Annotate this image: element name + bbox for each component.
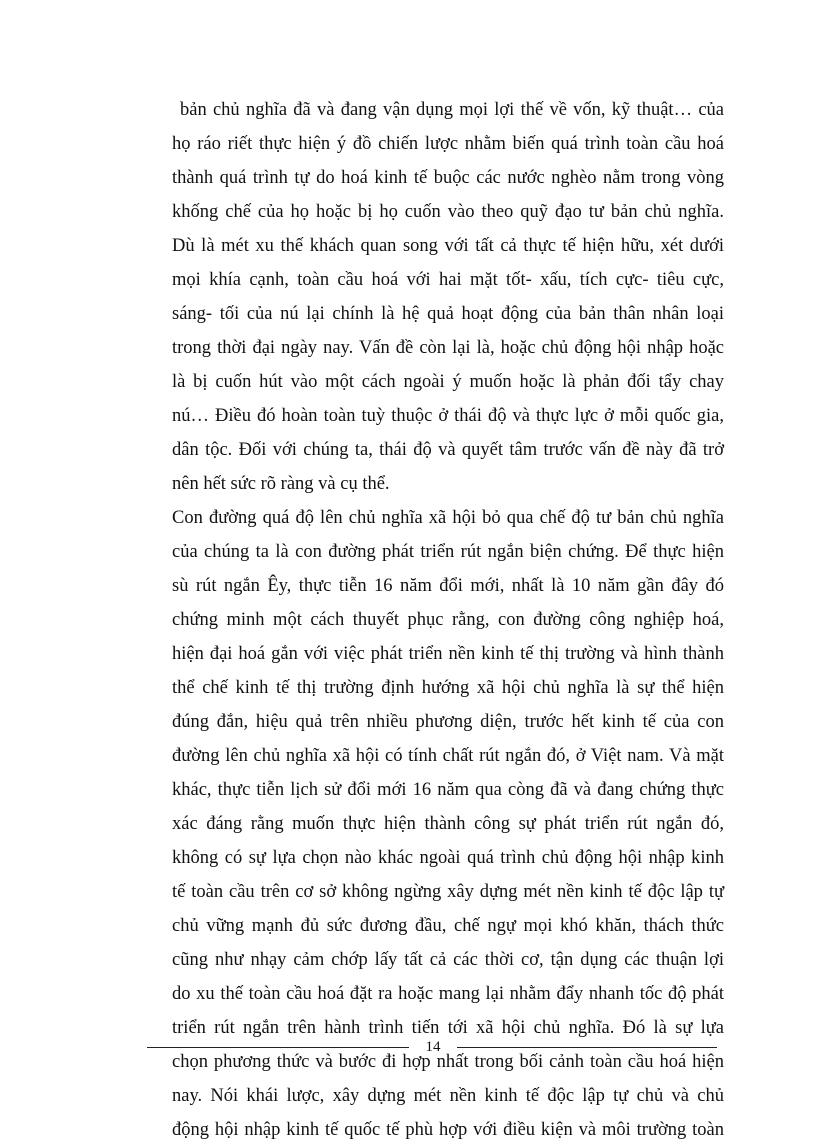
text-line: sáng- tối của nú lại chính là hệ quả hoạt động của bản thân nhân loại [172,304,724,324]
text-line: họ ráo riết thực hiện ý đồ chiến lược nhằm biến quá trình toàn cầu hoá [172,134,724,154]
text-line: chủ vững mạnh đủ sức đương đầu, chế ngự mọi khó khăn, thách thức [172,916,724,936]
page-number: 14 [425,1039,441,1055]
text-line: là bị cuốn hút vào một cách ngoài ý muốn hoặc là phản đối tẩy chay [172,372,724,392]
text-line: mọi khía cạnh, toàn cầu hoá với hai mặt tốt- xấu, tích cực- tiêu cực, [172,270,724,290]
text-line: xác đáng rằng muốn thực hiện thành công sự phát triển rút ngắn đó, [172,814,724,834]
text-line: tế toàn cầu trên cơ sở không ngừng xây dựng mét nền kinh tế độc lập tự [172,882,724,902]
text-line: khống chế của họ hoặc bị họ cuốn vào theo quỹ đạo tư bản chủ nghĩa. [172,202,724,222]
text-line: bản chủ nghĩa đã và đang vận dụng mọi lợi thế về vốn, kỹ thuật… của [180,100,724,120]
footer-rule-left [147,1047,409,1048]
text-line: đúng đắn, hiệu quả trên nhiều phương diện, trước hết kinh tế của con [172,712,724,732]
text-line: đường lên chủ nghĩa xã hội có tính chất rút ngắn đó, ở Việt nam. Và mặt [172,746,724,766]
text-line: do xu thế toàn cầu hoá đặt ra hoặc mang lại nhằm đẩy nhanh tốc độ phát [172,984,724,1004]
text-line: trong thời đại ngày nay. Vấn đề còn lại là, hoặc chủ động hội nhập hoặc [172,338,724,358]
text-line: nên hết sức rõ ràng và cụ thể. [172,474,390,494]
text-line: cũng như nhạy cảm chớp lấy tất cả các thời cơ, tận dụng các thuận lợi [172,950,724,970]
text-line: nú… Điều đó hoàn toàn tuỳ thuộc ở thái độ và thực lực ở mỗi quốc gia, [172,406,724,426]
text-line: của chúng ta là con đường phát triển rút ngắn biện chứng. Để thực hiện [172,542,724,562]
text-line: chứng minh một cách thuyết phục rằng, con đường công nghiệp hoá, [172,610,724,630]
text-line: triển rút ngắn trên hành trình tiến tới xã hội chủ nghĩa. Đó là sự lựa [172,1018,724,1038]
text-line: dân tộc. Đối với chúng ta, thái độ và quyết tâm trước vấn đề này đã trở [172,440,724,460]
text-line: nay. Nói khái lược, xây dựng mét nền kinh tế độc lập tự chủ và chủ [172,1086,724,1106]
text-line: sù rút ngắn Êy, thực tiễn 16 năm đổi mới, nhất là 10 năm gần đây đó [172,576,724,596]
text-line: không có sự lựa chọn nào khác ngoài quá trình chủ động hội nhập kinh [172,848,724,868]
body-text [172,93,724,1147]
page-footer [147,1036,717,1060]
text-line: khác, thực tiễn lịch sử đổi mới 16 năm qua còng đã và đang chứng thực [172,780,724,800]
text-line: Dù là mét xu thế khách quan song với tất cả thực tế hiện hữu, xét dưới [172,236,724,256]
text-line: hiện đại hoá gắn với việc phát triển nền kinh tế thị trường và hình thành [172,644,724,664]
text-line: Con đường quá độ lên chủ nghĩa xã hội bỏ qua chế độ tư bản chủ nghĩa [172,508,724,528]
footer-rule-right [457,1047,717,1048]
text-line: động hội nhập kinh tế quốc tế phù hợp với điều kiện và môi trường toàn [172,1120,724,1140]
text-line: chọn phương thức và bước đi hợp nhất trong bối cảnh toàn cầu hoá hiện [172,1052,724,1072]
text-line: thành quá trình tự do hoá kinh tế buộc các nước nghèo nằm trong vòng [172,168,724,188]
text-line: thể chế kinh tế thị trường định hướng xã hội chủ nghĩa là sự thể hiện [172,678,724,698]
